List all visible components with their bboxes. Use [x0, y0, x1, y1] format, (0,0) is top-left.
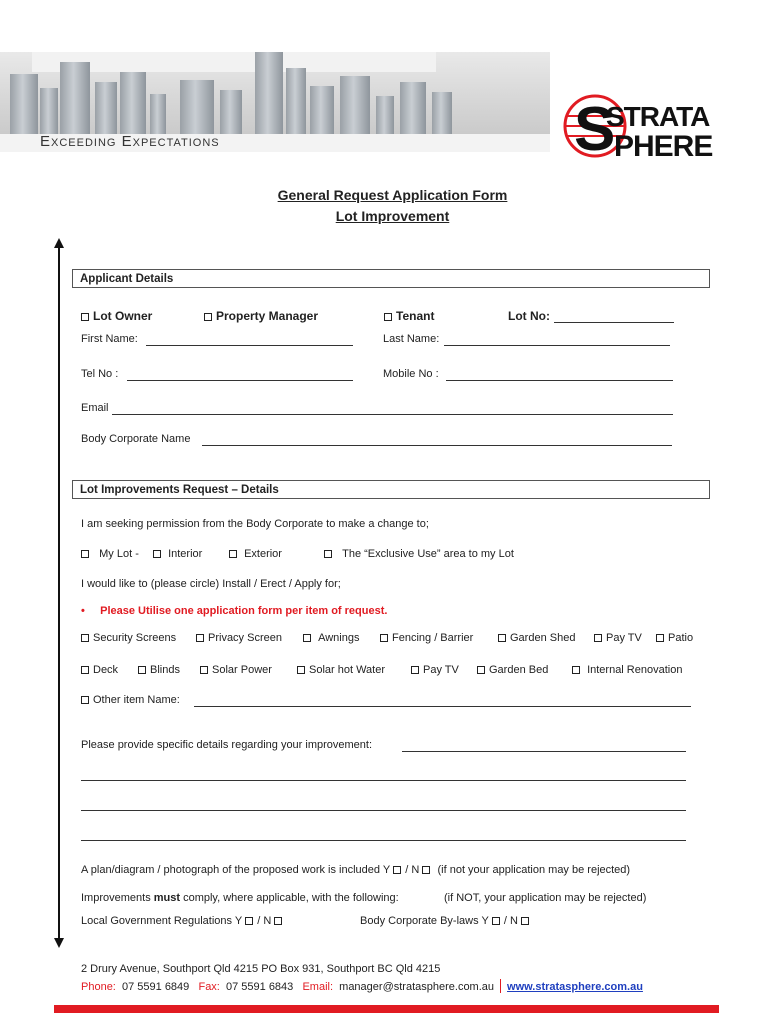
exclusive-use-option[interactable]: The “Exclusive Use” area to my Lot	[324, 548, 514, 560]
arrow-up-icon	[54, 238, 64, 248]
checkbox-icon[interactable]	[81, 313, 89, 321]
last-name-label: Last Name:	[383, 333, 440, 345]
checkbox-icon[interactable]	[324, 550, 332, 558]
body-corporate-label: Body Corporate Name	[81, 433, 191, 445]
checkbox-icon[interactable]	[411, 666, 419, 674]
checkbox-icon[interactable]	[572, 666, 580, 674]
item-solar-hot-water[interactable]: Solar hot Water	[297, 664, 385, 676]
item-pay-tv-2[interactable]: Pay TV	[411, 664, 459, 676]
checkbox-icon[interactable]	[204, 313, 212, 321]
logo-letter: S	[574, 95, 616, 160]
local-gov-no-checkbox[interactable]	[274, 917, 282, 925]
tel-field[interactable]	[127, 380, 353, 381]
bullet-icon: •	[81, 605, 85, 617]
lot-owner-option[interactable]: Lot Owner	[81, 309, 152, 323]
property-manager-option[interactable]: Property Manager	[204, 309, 318, 323]
applicant-details-header: Applicant Details	[72, 269, 710, 288]
details-prompt: Please provide specific details regarding your improvement:	[81, 739, 373, 751]
item-blinds[interactable]: Blinds	[138, 664, 180, 676]
item-pay-tv[interactable]: Pay TV	[594, 632, 642, 644]
checkbox-icon[interactable]	[384, 313, 392, 321]
checkbox-icon[interactable]	[138, 666, 146, 674]
mobile-field[interactable]	[446, 380, 673, 381]
bylaws-yes-checkbox[interactable]	[492, 917, 500, 925]
checkbox-icon[interactable]	[229, 550, 237, 558]
checkbox-icon[interactable]	[656, 634, 664, 642]
stratasphere-logo	[562, 92, 722, 160]
last-name-field[interactable]	[444, 345, 670, 346]
exterior-option[interactable]: Exterior	[229, 548, 282, 560]
website-link[interactable]: www.stratasphere.com.au	[507, 981, 643, 993]
mobile-label: Mobile No :	[383, 368, 439, 380]
action-text: I would like to (please circle) Install / Erect / Apply for;	[81, 578, 341, 590]
item-patio[interactable]: Patio	[656, 632, 693, 644]
interior-option[interactable]: Interior	[153, 548, 202, 560]
checkbox-icon[interactable]	[297, 666, 305, 674]
item-internal-renovation[interactable]: Internal Renovation	[572, 664, 682, 676]
bullet-note: • Please Utilise one application form per item of request.	[81, 605, 388, 617]
lot-no-label: Lot No:	[508, 309, 550, 323]
plan-no-checkbox[interactable]	[422, 866, 430, 874]
body-corporate-bylaws-row: Body Corporate By-laws Y / N	[360, 915, 533, 927]
bylaws-no-checkbox[interactable]	[521, 917, 529, 925]
footer-contacts: Phone: 07 5591 6849 Fax: 07 5591 6843 Email: manager@stratasphere.com.au www.stratasphere.com.au	[81, 981, 643, 993]
checkbox-icon[interactable]	[153, 550, 161, 558]
local-government-row: Local Government Regulations Y / N	[81, 915, 286, 927]
item-awnings[interactable]: Awnings	[303, 632, 359, 644]
checkbox-icon[interactable]	[81, 550, 89, 558]
item-security-screens[interactable]: Security Screens	[81, 632, 176, 644]
lot-no-field[interactable]	[554, 322, 674, 323]
comply-note: (if NOT, your application may be rejected)	[444, 892, 647, 904]
checkbox-icon[interactable]	[81, 696, 89, 704]
plan-yes-checkbox[interactable]	[393, 866, 401, 874]
item-deck[interactable]: Deck	[81, 664, 118, 676]
body-corporate-field[interactable]	[202, 445, 672, 446]
form-subtitle: Lot Improvement	[335, 208, 450, 224]
local-gov-yes-checkbox[interactable]	[245, 917, 253, 925]
item-garden-bed[interactable]: Garden Bed	[477, 664, 548, 676]
item-privacy-screen[interactable]: Privacy Screen	[196, 632, 282, 644]
checkbox-icon[interactable]	[196, 634, 204, 642]
first-name-field[interactable]	[146, 345, 353, 346]
details-field-line-2[interactable]	[81, 780, 686, 781]
seeking-text: I am seeking permission from the Body Corporate to make a change to;	[81, 518, 429, 530]
tenant-option[interactable]: Tenant	[384, 309, 434, 323]
logo-bottom: PHERE	[614, 130, 713, 160]
checkbox-icon[interactable]	[303, 634, 311, 642]
item-garden-shed[interactable]: Garden Shed	[498, 632, 575, 644]
item-solar-power[interactable]: Solar Power	[200, 664, 272, 676]
tagline: Exceeding Expectations	[40, 133, 220, 150]
email-label: Email	[81, 402, 109, 414]
checkbox-icon[interactable]	[594, 634, 602, 642]
first-name-label: First Name:	[81, 333, 138, 345]
checkbox-icon[interactable]	[81, 634, 89, 642]
details-field-line-3[interactable]	[81, 810, 686, 811]
margin-arrow	[58, 246, 60, 940]
checkbox-icon[interactable]	[81, 666, 89, 674]
email-field[interactable]	[112, 414, 673, 415]
checkbox-icon[interactable]	[498, 634, 506, 642]
checkbox-icon[interactable]	[200, 666, 208, 674]
checkbox-icon[interactable]	[477, 666, 485, 674]
details-field-line-1[interactable]	[402, 751, 686, 752]
item-fencing-barrier[interactable]: Fencing / Barrier	[380, 632, 473, 644]
footer-address: 2 Drury Avenue, Southport Qld 4215 PO Box 931, Southport BC Qld 4215	[81, 963, 441, 975]
form-title: General Request Application Form	[277, 187, 508, 203]
comply-text: Improvements must comply, where applicable, with the following:	[81, 892, 399, 904]
logo-top: STRATA	[606, 101, 710, 132]
other-item-field[interactable]	[194, 706, 691, 707]
other-item[interactable]: Other item Name:	[81, 694, 180, 706]
tel-label: Tel No :	[81, 368, 119, 380]
plan-included-row: A plan/diagram / photograph of the proposed work is included Y / N (if not your application may be rejected)	[81, 864, 631, 876]
my-lot-option[interactable]: My Lot -	[81, 548, 139, 560]
lot-improvements-header: Lot Improvements Request – Details	[72, 480, 710, 499]
checkbox-icon[interactable]	[380, 634, 388, 642]
footer-email[interactable]: manager@stratasphere.com.au	[339, 981, 495, 993]
footer-bar	[54, 1005, 719, 1013]
arrow-down-icon	[54, 938, 64, 948]
details-field-line-4[interactable]	[81, 840, 686, 841]
